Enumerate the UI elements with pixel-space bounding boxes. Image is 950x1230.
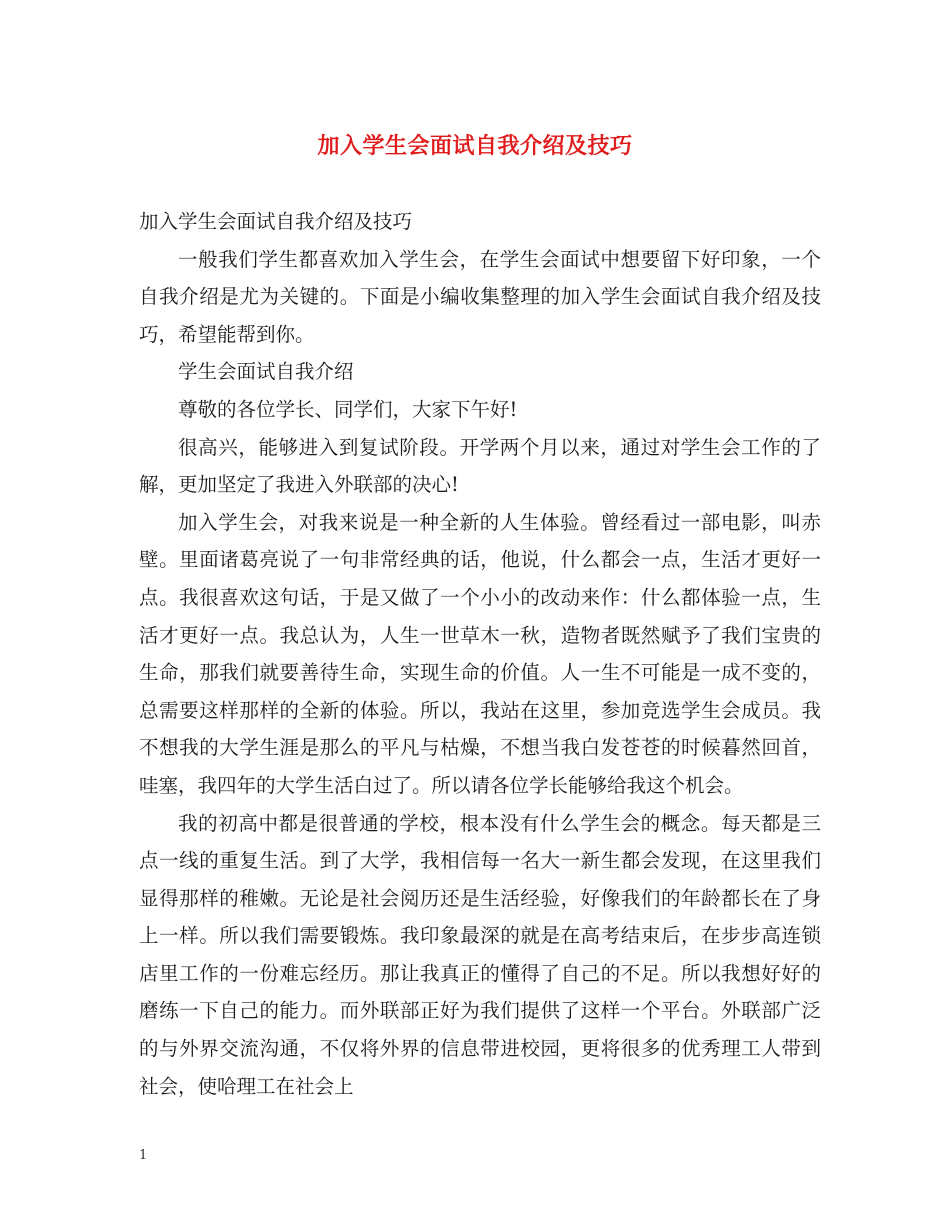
section-heading: 学生会面试自我介绍 (178, 360, 354, 384)
paragraph-body: 我的初高中都是很普通的学校，根本没有什么学生会的概念。每天都是三点一线的重复生活。到了大学，我相信每一名大一新生都会发现，在这里我们显得那样的稚嫩。无论是社会阅历还是生活经验，好像我们的年龄都长在了身上一样。所以我们需要锻炼。我印象最深的就是在高考结束后，在步步高连锁店里工作的一份难忘经历。那让我真正的懂得了自己的不足。所以我想好好的磨练一下自己的能力。而外联部正好为我们提供了这样一个平台。外联部广泛的与外界交流沟通，不仅将外界的信息带进校园，更将很多的优秀理工人带到社会，使哈理工在社会上 (139, 811, 821, 1098)
document-body (139, 203, 821, 1105)
paragraph-greeting: 尊敬的各位学长、同学们，大家下午好! (178, 397, 518, 421)
paragraph-body: 加入学生会，对我来说是一种全新的人生体验。曾经看过一部电影，叫赤壁。里面诸葛亮说了一句非常经典的话，他说，什么都会一点，生活才更好一点。我很喜欢这句话，于是又做了一个小小的改动来作：什么都体验一点，生活才更好一点。我总认为，人生一世草木一秋，造物者既然赋予了我们宝贵的生命，那我们就要善待生命，实现生命的价值。人一生不可能是一成不变的，总需要这样那样的全新的体验。所以，我站在这里，参加竞选学生会成员。我不想我的大学生涯是那么的平凡与枯燥，不想当我白发苍苍的时候暮然回首，哇塞，我四年的大学生活白过了。所以请各位学长能够给我这个机会。 (139, 510, 821, 797)
paragraph-heading: 加入学生会面试自我介绍及技巧 (139, 210, 413, 233)
document-title: 加入学生会面试自我介绍及技巧 (317, 133, 633, 159)
paragraph-body: 很高兴，能够进入到复试阶段。开学两个月以来，通过对学生会工作的了解，更加坚定了我进入外联部的决心! (139, 435, 821, 497)
paragraph-intro: 一般我们学生都喜欢加入学生会，在学生会面试中想要留下好印象，一个自我介绍是尤为关键的。下面是小编收集整理的加入学生会面试自我介绍及技巧，希望能帮到你。 (139, 247, 821, 346)
page-number: 1 (139, 1148, 148, 1163)
